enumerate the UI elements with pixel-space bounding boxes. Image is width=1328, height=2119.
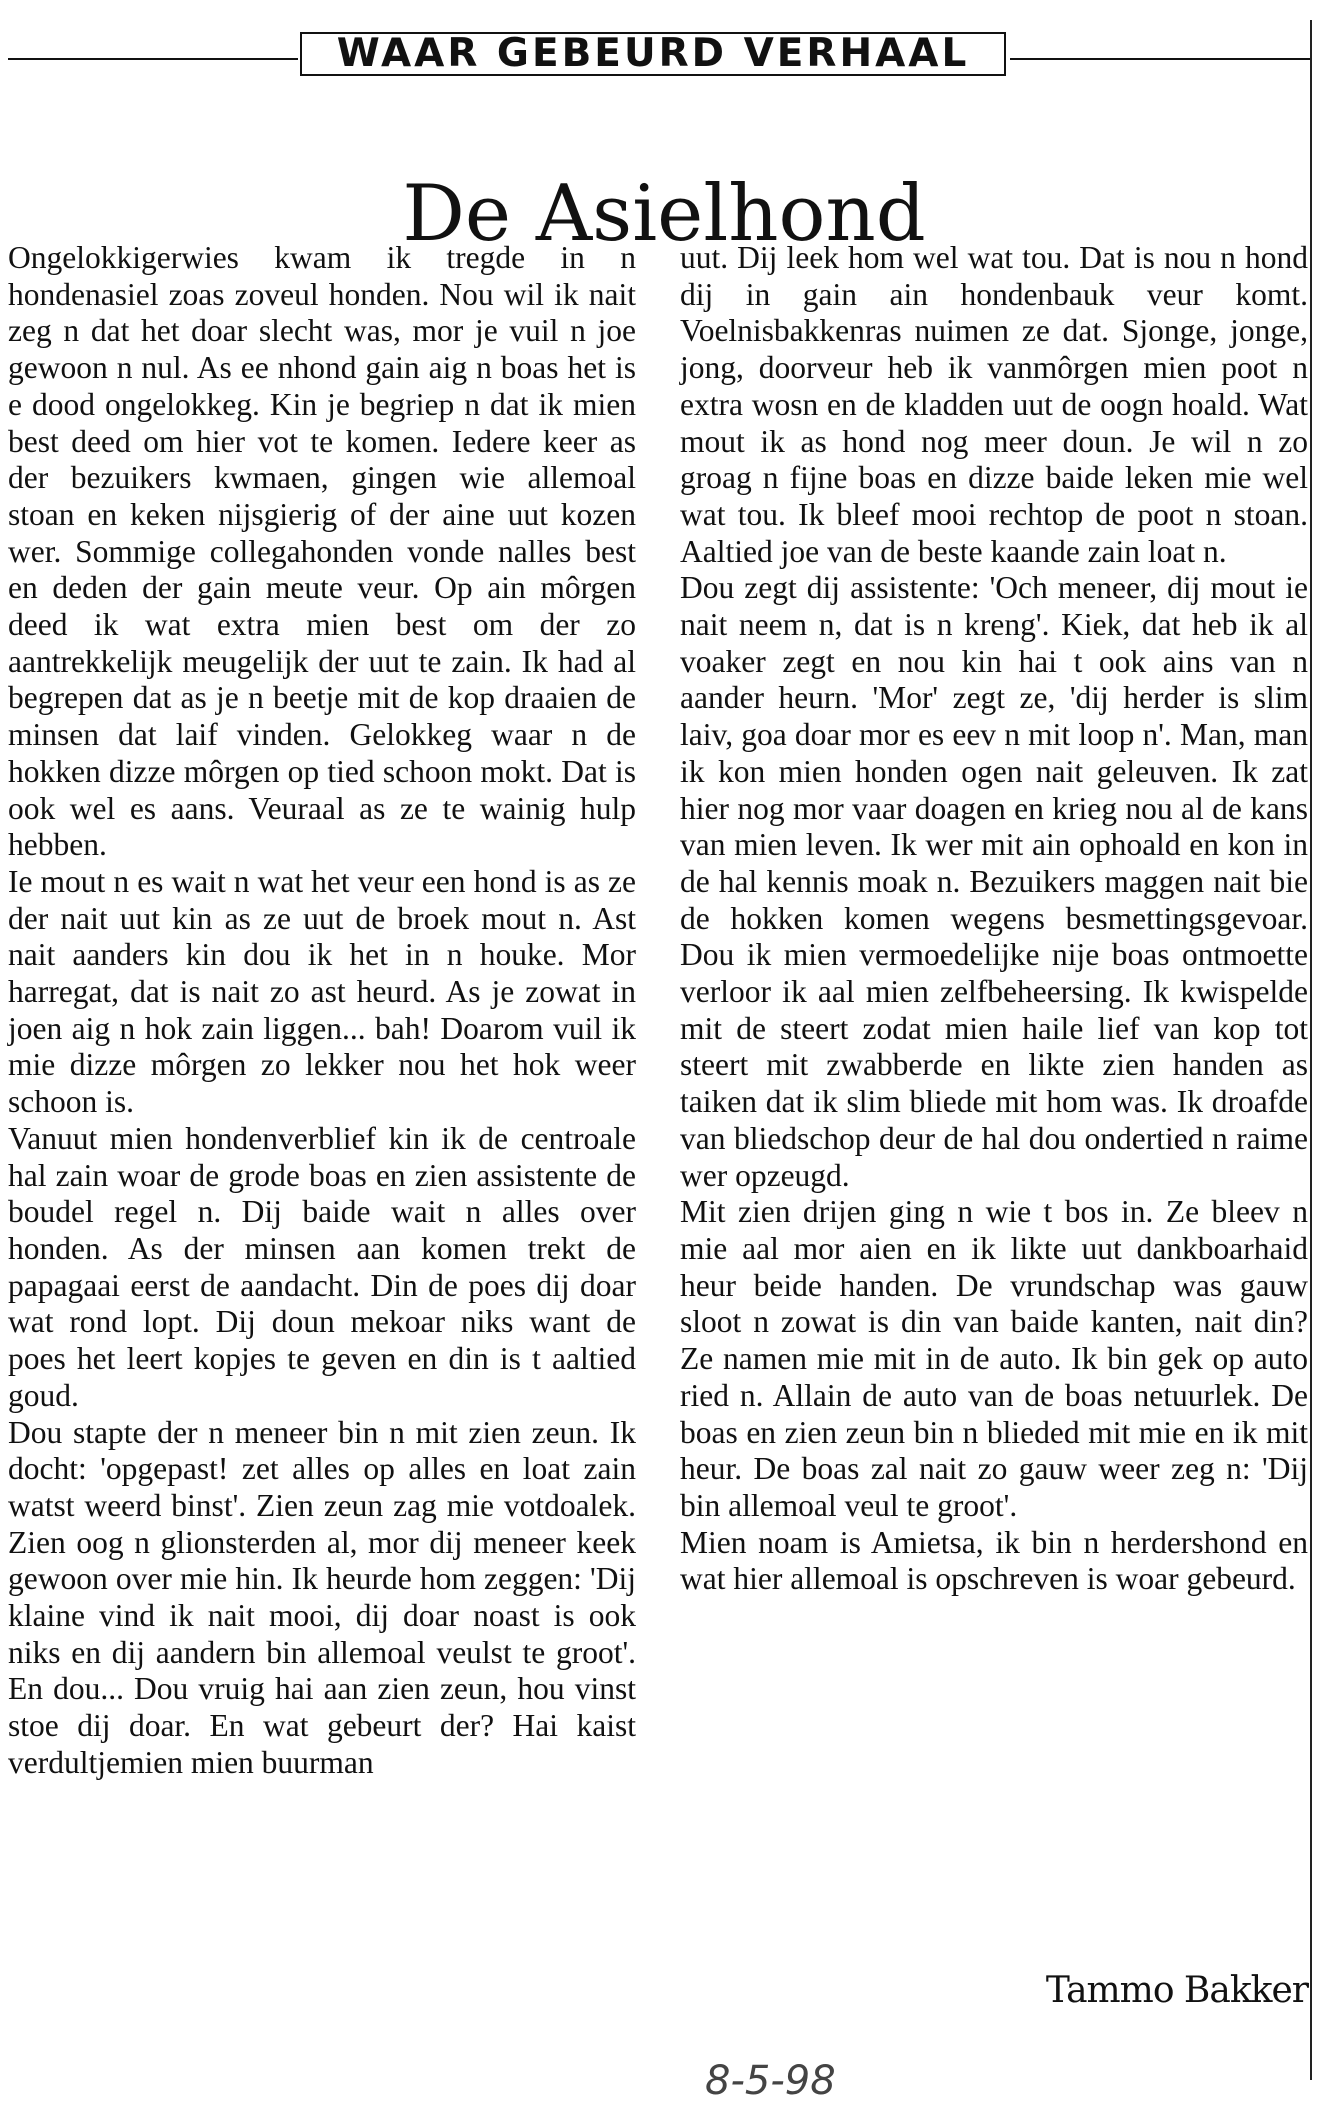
header-rule-right <box>1010 58 1310 60</box>
section-kicker: WAAR GEBEURD VERHAAL <box>300 32 1006 76</box>
handwritten-date: 8-5-98 <box>705 2058 836 2104</box>
paragraph: Vanuut mien hondenverblief kin ik de centroale hal zain woar de grode boas en zien assistente de boudel regel n. Dij baide wait n alles over honden. As der minsen aan komen trekt de papagaai eerst de aandacht. Din de poes dij doar wat rond lopt. Dij doun mekoar niks want de poes het leert kopjes te geven en din is t aaltied goud. <box>8 1120 636 1413</box>
paragraph: Dou stapte der n meneer bin n mit zien zeun. Ik docht: 'opgepast! zet alles op alles en loat zain watst weerd binst'. Zien zeun zag mie votdoalek. Zien oog n glionsterden al, mor dij meneer keek gewoon over mie hin. Ik heurde hom zeggen: 'Dij klaine vind ik nait mooi, dij doar noast is ook niks en dij aandern bin allemoal veulst te groot'. En dou... Dou vruig hai aan zien zeun, hou vinst stoe dij doar. En wat gebeurt der? Hai kaist verdultjemien mien buurman <box>8 1414 636 1780</box>
article-title: De Asielhond <box>402 169 926 260</box>
paragraph: Mien noam is Amietsa, ik bin n herdershond en wat hier allemoal is opschreven is woar gebeurd. <box>680 1524 1308 1597</box>
paragraph: Dou zegt dij assistente: 'Och meneer, dij mout ie nait neem n, dat is n kreng'. Kiek, dat heb ik al voaker zegt en nou kin hai t ook ains van n aander heurn. 'Mor' zegt ze, 'dij herder is slim laiv, goa doar mor es eev n mit loop n'. Man, man ik kon mien honden ogen nait geleuven. Ik zat hier nog mor vaar doagen en krieg nou al de kans van mien leven. Ik wer mit ain ophoald en kon in de hal kennis moak n. Bezuikers maggen nait bie de hokken komen wegens besmettingsgevoar. Dou ik mien vermoedelijke nije boas ontmoette verloor ik aal mien zelfbeheersing. Ik kwispelde mit de steert zodat mien haile lief van kop tot steert mit zwabberde en likte zien handen as taiken dat ik slim bliede mit hom was. Ik droafde van bliedschop deur de hal dou ondertied n raime wer opzeugd. <box>680 570 1308 1193</box>
paragraph: Mit zien drijen ging n wie t bos in. Ze bleev n mie aal mor aien en ik likte uut dankboarhaid heur beide handen. De vrundschap was gauw sloot n zowat is din van baide kanten, nait din? Ze namen mie mit in de auto. Ik bin gek op auto ried n. Allain de auto van de boas netuurlek. De boas en zien zeun bin n blieded mit mie en ik mit heur. De boas zal nait zo gauw weer zeg n: 'Dij bin allemoal veul te groot'. <box>680 1194 1308 1523</box>
paragraph: Ie mout n es wait n wat het veur een hond is as ze der nait uut kin as ze uut de broek mout n. Ast nait aanders kin dou ik het in n houke. Mor harregat, dat is nait zo ast heurd. As je zowat in joen aig n hok zain liggen... bah! Doarom vuil ik mie dizze môrgen zo lekker nou het hok weer schoon is. <box>8 863 636 1120</box>
article-column-left <box>8 240 636 1782</box>
article-column-right <box>680 240 1308 1598</box>
header-rule-left <box>8 58 298 60</box>
paragraph: Ongelokkigerwies kwam ik tregde in n hondenasiel zoas zoveul honden. Nou wil ik nait zeg n dat het doar slecht was, mor je vuil n joe gewoon n nul. As ee nhond gain aig n boas het is e dood ongelokkeg. Kin je begriep n dat ik mien best deed om hier vot te komen. Iedere keer as der bezuikers kwmaen, gingen wie allemoal stoan en keken nijsgierig of der aine uut kozen wer. Sommige collegahonden vonde nalles best en deden der gain meute veur. Op ain môrgen deed ik wat extra mien best om der zo aantrekkelijk meugelijk der uut te zain. Ik had al begrepen dat as je n beetje mit de kop draaien de minsen dat laif vinden. Gelokkeg waar n de hokken dizze môrgen op tied schoon mokt. Dat is ook wel es aans. Veuraal as ze te wainig hulp hebben. <box>8 240 636 863</box>
author-signature: Tammo Bakker <box>1045 1970 1308 2011</box>
column-rule-right <box>1310 20 1312 2080</box>
paragraph: uut. Dij leek hom wel wat tou. Dat is nou n hond dij in gain ain hondenbauk veur komt. Voelnisbakkenras nuimen ze dat. Sjonge, jonge, jong, doorveur heb ik vanmôrgen mien poot n extra wosn en de kladden uut de oogn hoald. Wat mout ik as hond nog meer doun. Je wil n zo groag n fijne boas en dizze baide leken mie wel wat tou. Ik bleef mooi rechtop de poot n stoan. Aaltied joe van de beste kaande zain loat n. <box>680 240 1308 569</box>
